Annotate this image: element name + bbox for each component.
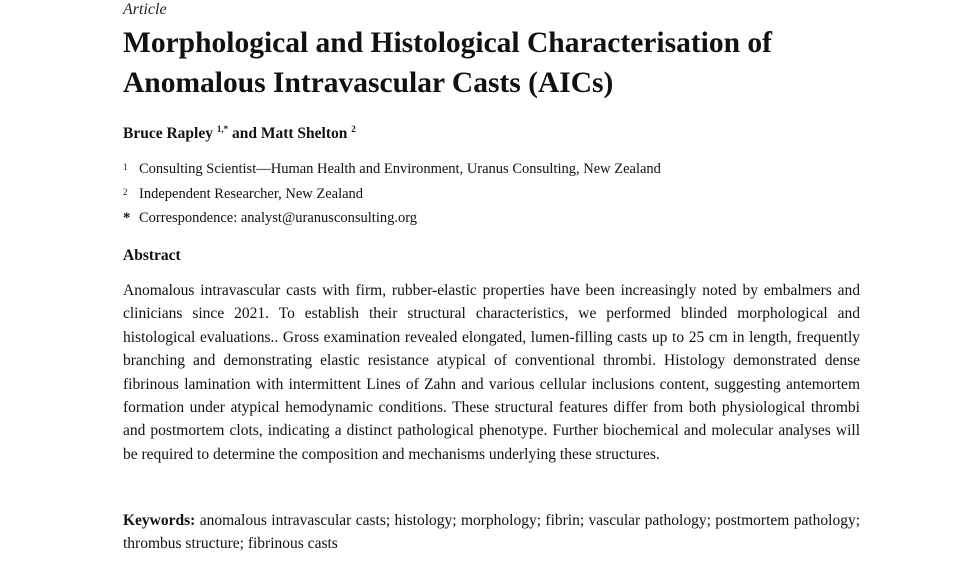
correspondence-text: Correspondence: analyst@uranusconsulting.org [139,210,418,226]
author-list [123,124,356,144]
author-affiliation-mark: 2 [351,124,356,134]
correspondence-mark: * [123,210,131,226]
affiliation-item [123,183,661,208]
author-affiliation-mark: 1,* [216,124,229,134]
article-type: Article [123,1,167,18]
author-name: Bruce Rapley [123,125,213,142]
affiliation-text: Consulting Scientist—Human Health and Environment, Uranus Consulting, New Zealand [139,161,661,177]
affiliation-item [123,158,661,183]
author-connector: and [231,125,257,142]
keywords-section [123,509,860,556]
affiliation-text: Independent Researcher, New Zealand [139,185,364,202]
affiliation-mark: 1 [123,162,128,172]
title-line-2: Anomalous Intravascular Casts (AICs) [123,67,614,99]
correspondence-item [123,207,661,231]
author-name: Matt Shelton [260,125,348,142]
article-title [123,23,860,103]
affiliation-list [123,158,661,231]
title-line-1: Morphological and Histological Characterisation of [123,27,772,59]
affiliation-mark: 2 [123,186,128,197]
abstract-heading: Abstract [123,247,181,264]
keywords-text: anomalous intravascular casts; histology; morphology; fibrin; vascular pathology; postmortem pathology; thrombus structure; fibrinous casts [123,512,861,553]
keywords-label: Keywords: [123,512,196,529]
abstract-text: Anomalous intravascular casts with firm, rubber-elastic properties have been increasingly noted by embalmers and clinicians since 2021. To establish their structural characteristics, we performed blinded morphological and histological evaluations.. Gross examination revealed elongated, lumen-filling casts up to 25 cm in length, frequently branching and demonstrating elastic resistance atypical of conventional thrombi. Histology demonstrated dense fibrinous lamination with intermittent Lines of Zahn and various cellular inclusions content, suggesting antemortem formation under atypical hemodynamic conditions. These structural features differ from both physiological thrombi and postmortem clots, indicating a distinct pathological phenotype. Further biochemical and molecular analyses will be required to determine the composition and mechanisms underlying these structures. [123,282,860,463]
